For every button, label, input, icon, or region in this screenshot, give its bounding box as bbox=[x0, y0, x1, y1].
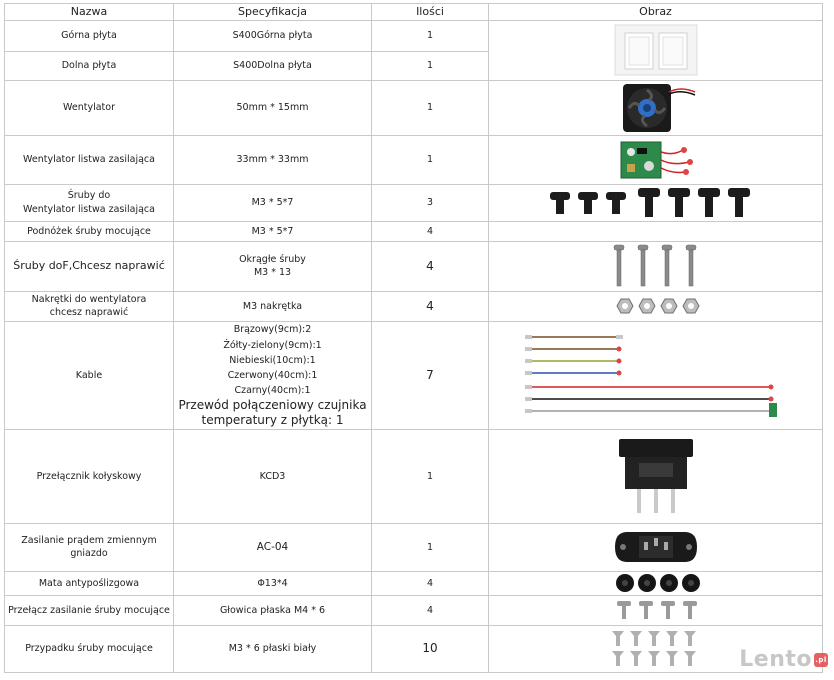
part-image-cell bbox=[489, 20, 823, 80]
part-spec: Φ13*4 bbox=[174, 571, 372, 595]
table-row bbox=[5, 595, 823, 625]
part-name-line: Śruby do bbox=[67, 190, 111, 202]
part-spec: KCD3 bbox=[174, 429, 372, 523]
part-name: Śruby doF,Chcesz naprawić bbox=[5, 241, 174, 291]
part-spec bbox=[174, 321, 372, 429]
part-image-cell bbox=[489, 571, 823, 595]
part-qty: 4 bbox=[372, 291, 489, 321]
table-row bbox=[5, 241, 823, 291]
fan-icon bbox=[611, 82, 701, 134]
part-name: Przełącznik kołyskowy bbox=[5, 429, 174, 523]
watermark-text: Lento bbox=[739, 647, 812, 672]
black-screws-icon bbox=[546, 186, 766, 220]
part-name bbox=[5, 523, 174, 571]
part-spec: S400Górna płyta bbox=[174, 20, 372, 51]
part-spec: 50mm * 15mm bbox=[174, 80, 372, 135]
part-spec bbox=[174, 241, 372, 291]
part-name: Dolna płyta bbox=[5, 51, 174, 80]
part-image-cell bbox=[489, 221, 823, 241]
part-spec: S400Dolna płyta bbox=[174, 51, 372, 80]
white-screws-icon bbox=[606, 628, 706, 670]
part-spec-line: Żółty-zielony(9cm):1 bbox=[223, 339, 322, 351]
part-name: Górna płyta bbox=[5, 20, 174, 51]
table-row bbox=[5, 80, 823, 135]
table-row bbox=[5, 625, 823, 672]
part-name: Wentylator listwa zasilająca bbox=[5, 135, 174, 184]
header-image: Obraz bbox=[489, 4, 823, 21]
table-row bbox=[5, 321, 823, 429]
part-name: Mata antypoślizgowa bbox=[5, 571, 174, 595]
part-image-cell bbox=[489, 184, 823, 221]
part-image-cell bbox=[489, 80, 823, 135]
part-qty: 4 bbox=[372, 595, 489, 625]
part-name-line: Zasilanie prądem zmiennym bbox=[21, 534, 157, 546]
header-spec: Specyfikacja bbox=[174, 4, 372, 21]
long-screws-icon bbox=[606, 243, 706, 289]
part-qty: 1 bbox=[372, 20, 489, 51]
table-row bbox=[5, 291, 823, 321]
part-qty: 4 bbox=[372, 221, 489, 241]
nuts-icon bbox=[611, 295, 701, 317]
table-row bbox=[5, 20, 823, 51]
header-row bbox=[5, 4, 823, 21]
part-qty: 10 bbox=[372, 625, 489, 672]
part-name: Kable bbox=[5, 321, 174, 429]
part-qty: 4 bbox=[372, 571, 489, 595]
power-board-icon bbox=[611, 138, 701, 182]
ac-socket-icon bbox=[611, 526, 701, 568]
part-spec: M3 * 5*7 bbox=[174, 184, 372, 221]
rubber-feet-icon bbox=[611, 572, 701, 594]
part-qty: 1 bbox=[372, 523, 489, 571]
table-row bbox=[5, 523, 823, 571]
part-image-cell bbox=[489, 523, 823, 571]
part-spec: 33mm * 33mm bbox=[174, 135, 372, 184]
table-row bbox=[5, 184, 823, 221]
part-image-cell bbox=[489, 321, 823, 429]
part-name-line: gniazdo bbox=[70, 548, 108, 560]
part-qty: 3 bbox=[372, 184, 489, 221]
watermark-suffix: .pl bbox=[814, 653, 828, 667]
header-qty: Ilości bbox=[372, 4, 489, 21]
lento-watermark bbox=[739, 647, 828, 672]
part-name: Przypadku śruby mocujące bbox=[5, 625, 174, 672]
part-qty: 7 bbox=[372, 321, 489, 429]
table-row bbox=[5, 221, 823, 241]
part-spec-line: Czerwony(40cm):1 bbox=[227, 370, 318, 382]
part-spec: AC-04 bbox=[174, 523, 372, 571]
part-spec: Głowica płaska M4 * 6 bbox=[174, 595, 372, 625]
part-spec-line: M3 * 13 bbox=[253, 267, 292, 279]
part-name-line: Nakrętki do wentylatora bbox=[31, 293, 147, 305]
table-row bbox=[5, 429, 823, 523]
part-qty: 1 bbox=[372, 80, 489, 135]
part-spec-extra: Przewód połączeniowy czujnika temperatury z płytką: 1 bbox=[178, 398, 367, 428]
part-spec: M3 * 5*7 bbox=[174, 221, 372, 241]
part-name: Przełącz zasilanie śruby mocujące bbox=[5, 595, 174, 625]
part-name: Wentylator bbox=[5, 80, 174, 135]
rocker-switch-icon bbox=[611, 433, 701, 519]
part-spec-line: Czarny(40cm):1 bbox=[234, 385, 311, 397]
table-row bbox=[5, 571, 823, 595]
parts-table bbox=[4, 3, 823, 673]
part-spec-line: Okrągłe śruby bbox=[239, 253, 306, 265]
plates-icon bbox=[611, 21, 701, 79]
part-image-cell bbox=[489, 241, 823, 291]
part-name-line: Wentylator listwa zasilająca bbox=[23, 203, 155, 215]
part-spec-line: Brązowy(9cm):2 bbox=[233, 324, 312, 336]
part-qty: 1 bbox=[372, 429, 489, 523]
part-name bbox=[5, 184, 174, 221]
part-spec: M3 nakrętka bbox=[174, 291, 372, 321]
part-image-cell bbox=[489, 429, 823, 523]
header-name: Nazwa bbox=[5, 4, 174, 21]
part-qty: 1 bbox=[372, 51, 489, 80]
part-name-line: chcesz naprawić bbox=[49, 307, 129, 319]
table-row bbox=[5, 135, 823, 184]
flat-head-screws-icon bbox=[611, 598, 701, 622]
part-name: Podnóżek śruby mocujące bbox=[5, 221, 174, 241]
part-image-cell bbox=[489, 135, 823, 184]
part-name bbox=[5, 291, 174, 321]
part-spec: M3 * 6 płaski biały bbox=[174, 625, 372, 672]
cables-icon bbox=[521, 327, 791, 423]
part-image-cell bbox=[489, 595, 823, 625]
part-qty: 4 bbox=[372, 241, 489, 291]
part-spec-line: Niebieski(10cm):1 bbox=[229, 354, 316, 366]
part-image-cell bbox=[489, 291, 823, 321]
part-qty: 1 bbox=[372, 135, 489, 184]
